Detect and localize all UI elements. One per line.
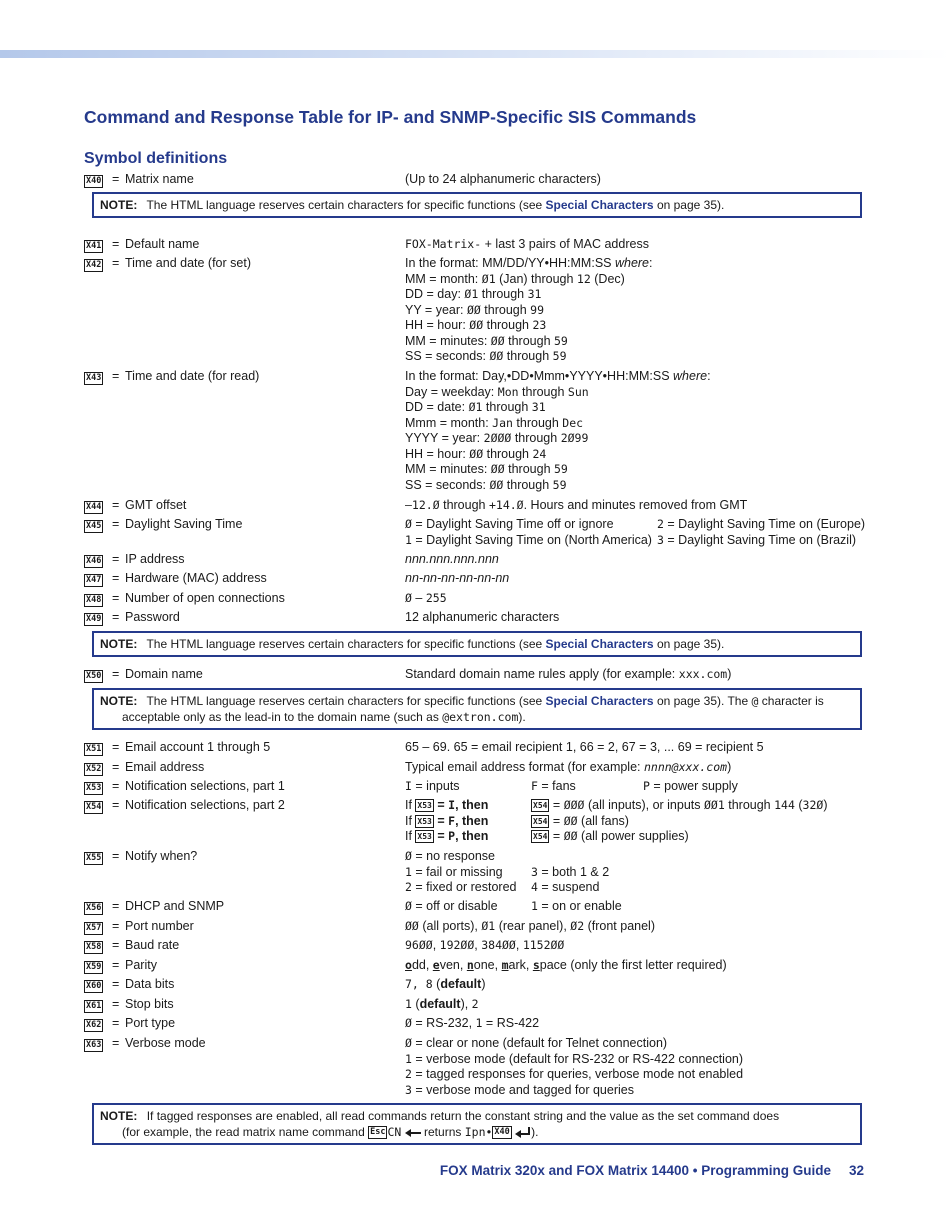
note-text: acceptable only as the lead-in to the domain name (such as bbox=[122, 710, 439, 724]
symbol-value: Ø = no response 1 = fail or missing 3 = both 1 & 2 2 = fixed or restored 4 = suspend bbox=[405, 849, 610, 894]
domain-example: @extron.com bbox=[442, 710, 519, 724]
symbol-code: X45 bbox=[86, 521, 102, 532]
symbol-value: In the format: Day,•DD•Mmm•YYYY•HH:MM:SS where: Day = weekday: Mon through Sun DD = date: Ø1 through 31 Mmm = month: Jan through Dec YYYY = year: 2ØØØ through 2Ø99 HH = hour: ØØ through 24 MM = minutes: ØØ through 59 SS = seconds: ØØ through 59 bbox=[405, 369, 711, 492]
symbol-value: Ø = RS-232, 1 = RS-422 bbox=[405, 1016, 540, 1030]
symbol-code: X41 bbox=[86, 241, 102, 252]
equals-sign: = bbox=[112, 256, 120, 270]
symbol-value: ØØ (all ports), Ø1 (rear panel), Ø2 (front panel) bbox=[405, 919, 655, 933]
equals-sign: = bbox=[112, 977, 120, 991]
note-text: The HTML language reserves certain characters for specific functions (see bbox=[146, 694, 543, 708]
default-name-prefix: FOX-Matrix- bbox=[405, 237, 482, 251]
equals-sign: = bbox=[112, 610, 120, 624]
equals-sign: = bbox=[112, 571, 120, 585]
symbol-value: odd, even, none, mark, space (only the first letter required) bbox=[405, 958, 727, 972]
symbol-label: Verbose mode bbox=[125, 1036, 206, 1050]
equals-sign: = bbox=[112, 740, 120, 754]
symbol-value: nn-nn-nn-nn-nn-nn bbox=[405, 571, 510, 585]
note-text: The HTML language reserves certain characters for specific functions (see bbox=[146, 198, 543, 212]
symbol-code: X40 bbox=[494, 1127, 510, 1138]
note-text: on page 35). bbox=[656, 637, 725, 651]
note-text: returns bbox=[424, 1125, 462, 1139]
symbol-label: Port number bbox=[125, 919, 194, 933]
symbol-code: X54 bbox=[86, 802, 102, 813]
symbol-value: –12.Ø through +14.Ø. Hours and minutes removed from GMT bbox=[405, 498, 748, 512]
symbol-code: X44 bbox=[86, 502, 102, 513]
symbol-value: + last 3 pairs of MAC address bbox=[481, 237, 649, 251]
note-box bbox=[92, 631, 862, 657]
equals-sign: = bbox=[112, 1036, 120, 1050]
command-text: CN bbox=[387, 1125, 402, 1139]
arrow-left-icon bbox=[405, 1128, 421, 1138]
note-text: If tagged responses are enabled, all read commands return the constant string and the value as the set command does bbox=[146, 1109, 780, 1123]
note-text: ). bbox=[531, 1125, 539, 1139]
symbol-code: X40 bbox=[86, 176, 102, 187]
symbol-value: (Up to 24 alphanumeric characters) bbox=[405, 172, 601, 186]
symbol-code: X59 bbox=[86, 962, 102, 973]
symbol-code: X51 bbox=[86, 744, 102, 755]
equals-sign: = bbox=[112, 237, 120, 251]
symbol-label: Daylight Saving Time bbox=[125, 517, 243, 531]
symbol-label: Password bbox=[125, 610, 180, 624]
symbol-label: Baud rate bbox=[125, 938, 180, 952]
symbol-code: X60 bbox=[86, 981, 102, 992]
symbol-label: IP address bbox=[125, 552, 185, 566]
note-tag: NOTE: bbox=[100, 694, 138, 708]
symbol-label: Time and date (for set) bbox=[125, 256, 251, 270]
symbol-code: X63 bbox=[86, 1040, 102, 1051]
note-text: (for example, the read matrix name command bbox=[122, 1125, 365, 1139]
equals-sign: = bbox=[112, 997, 120, 1011]
symbol-label: Notification selections, part 1 bbox=[125, 779, 285, 793]
note-text: on page 35). bbox=[656, 198, 725, 212]
symbol-code: X42 bbox=[86, 260, 102, 271]
equals-sign: = bbox=[112, 798, 120, 812]
note-tag: NOTE: bbox=[100, 637, 138, 651]
symbol-value: 65 – 69. 65 = email recipient 1, 66 = 2, 67 = 3, ... 69 = recipient 5 bbox=[405, 740, 764, 754]
symbol-code: X48 bbox=[86, 595, 102, 606]
symbol-code: X57 bbox=[86, 923, 102, 934]
symbol-value: Typical email address format (for example: nnnn@xxx.com) bbox=[405, 760, 732, 774]
symbol-value: Ø = off or disable 1 = on or enable bbox=[405, 899, 622, 913]
symbol-value: 96ØØ, 192ØØ, 384ØØ, 1152ØØ bbox=[405, 938, 565, 952]
note-text: ). bbox=[518, 710, 526, 724]
equals-sign: = bbox=[112, 919, 120, 933]
equals-sign: = bbox=[112, 591, 120, 605]
symbol-code: X56 bbox=[86, 903, 102, 914]
note-text: The HTML language reserves certain characters for specific functions (see bbox=[146, 637, 543, 651]
symbol-label: Email address bbox=[125, 760, 205, 774]
symbol-value: Ø = Daylight Saving Time off or ignore 2 = Daylight Saving Time on (Europe) 1 = Daylight Saving Time on (North America) 3 = Daylight Saving Time on (Brazil) bbox=[405, 517, 866, 547]
symbol-label: Stop bits bbox=[125, 997, 174, 1011]
symbol-label: Notify when? bbox=[125, 849, 198, 863]
note-box-domain bbox=[92, 688, 862, 730]
symbol-label: DHCP and SNMP bbox=[125, 899, 225, 913]
note-text: The bbox=[724, 694, 749, 708]
equals-sign: = bbox=[112, 760, 120, 774]
special-characters-link[interactable]: Special Characters bbox=[545, 198, 654, 212]
equals-sign: = bbox=[112, 958, 120, 972]
symbol-code: X52 bbox=[86, 764, 102, 775]
symbol-code: X46 bbox=[86, 556, 102, 567]
special-characters-link[interactable]: Special Characters bbox=[545, 637, 654, 651]
symbol-code: X47 bbox=[86, 575, 102, 586]
symbol-value: nnn.nnn.nnn.nnn bbox=[405, 552, 499, 566]
symbol-label: Hardware (MAC) address bbox=[125, 571, 267, 585]
note-box bbox=[92, 192, 862, 218]
symbol-value: 7, 8 (default) bbox=[405, 977, 486, 991]
page-title: Command and Response Table for IP- and SNMP-Specific SIS Commands bbox=[84, 107, 697, 127]
symbol-value: 12 alphanumeric characters bbox=[405, 610, 560, 624]
equals-sign: = bbox=[112, 369, 120, 383]
symbol-label: Email account 1 through 5 bbox=[125, 740, 271, 754]
equals-sign: = bbox=[112, 938, 120, 952]
symbol-label: Notification selections, part 2 bbox=[125, 798, 285, 812]
note-box-tagged-responses bbox=[92, 1103, 862, 1145]
symbol-label: Matrix name bbox=[125, 172, 194, 186]
symbol-value: In the format: MM/DD/YY•HH:MM:SS where: MM = month: Ø1 (Jan) through 12 (Dec) DD = day: Ø1 through 31 YY = year: ØØ through 99 HH = hour: ØØ through 23 MM = minutes: ØØ through 59 SS = seconds: ØØ through 59 bbox=[405, 256, 653, 363]
special-characters-link[interactable]: Special Characters bbox=[545, 694, 654, 708]
symbol-value: If X53 = I, then X54 = ØØØ (all inputs), or inputs ØØ1 through 144 (32Ø) If X53 = F, then X54 = ØØ (all fans) If X53 = P, then X54 = ØØ (all power supplies) bbox=[405, 798, 828, 843]
symbol-value: Ø – 255 bbox=[405, 591, 447, 605]
page-footer bbox=[440, 1163, 864, 1178]
equals-sign: = bbox=[112, 899, 120, 913]
symbol-value: 1 (default), 2 bbox=[405, 997, 479, 1011]
return-arrow-icon bbox=[515, 1127, 531, 1139]
symbol-code: X50 bbox=[86, 671, 102, 682]
symbol-value: I = inputs F = fans P = power supply bbox=[405, 779, 738, 793]
equals-sign: = bbox=[112, 552, 120, 566]
equals-sign: = bbox=[112, 498, 120, 512]
note-tag: NOTE: bbox=[100, 1109, 138, 1123]
response-text: Ipn• bbox=[464, 1125, 493, 1139]
note-text: character is bbox=[761, 694, 824, 708]
symbol-label: Parity bbox=[125, 958, 157, 972]
symbol-label: Default name bbox=[125, 237, 200, 251]
symbol-label: Data bits bbox=[125, 977, 175, 991]
equals-sign: = bbox=[112, 1016, 120, 1030]
page-number: 32 bbox=[848, 1163, 864, 1178]
symbol-code: X61 bbox=[86, 1001, 102, 1012]
equals-sign: = bbox=[112, 667, 120, 681]
symbol-code: X43 bbox=[86, 373, 102, 384]
equals-sign: = bbox=[112, 172, 120, 186]
equals-sign: = bbox=[112, 849, 120, 863]
equals-sign: = bbox=[112, 517, 120, 531]
symbol-code: X49 bbox=[86, 614, 102, 625]
symbol-code: X62 bbox=[86, 1020, 102, 1031]
header-gradient-bar bbox=[0, 50, 950, 58]
note-text: on page 35). bbox=[656, 694, 725, 708]
section-heading: Symbol definitions bbox=[84, 150, 228, 167]
symbol-label: Time and date (for read) bbox=[125, 369, 260, 383]
escape-key-icon: Esc bbox=[370, 1127, 386, 1138]
note-tag: NOTE: bbox=[100, 198, 138, 212]
footer-title: FOX Matrix 320x and FOX Matrix 14400 • Programming Guide bbox=[439, 1163, 831, 1178]
at-symbol: @ bbox=[751, 694, 759, 708]
symbol-code: X55 bbox=[86, 853, 102, 864]
symbol-label: GMT offset bbox=[125, 498, 187, 512]
symbol-code: X53 bbox=[86, 783, 102, 794]
symbol-label: Port type bbox=[125, 1016, 176, 1030]
symbol-value: Ø = clear or none (default for Telnet connection) 1 = verbose mode (default for RS-232 or RS-422 connection) 2 = tagged responses for queries, verbose mode not enabled 3 = verbose mode and tagged for queries bbox=[405, 1036, 744, 1097]
symbol-code: X58 bbox=[86, 942, 102, 953]
equals-sign: = bbox=[112, 779, 120, 793]
symbol-label: Number of open connections bbox=[125, 591, 285, 605]
symbol-label: Domain name bbox=[125, 667, 203, 681]
symbol-value: Standard domain name rules apply (for example: xxx.com) bbox=[405, 667, 732, 681]
